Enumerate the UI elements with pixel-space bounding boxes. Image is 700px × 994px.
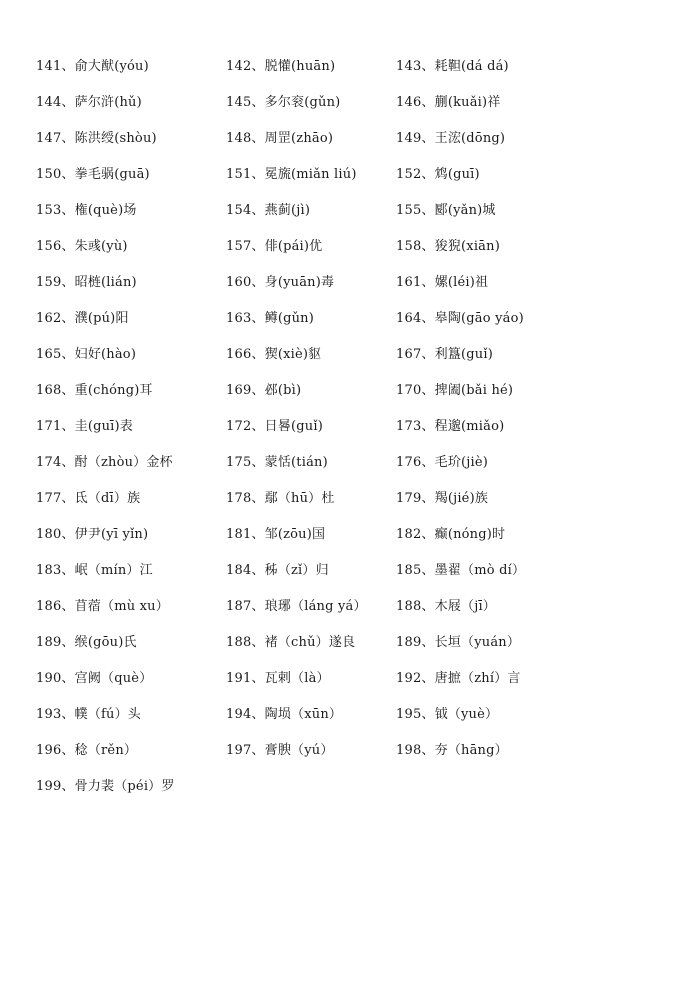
vocab-entry-194: 194、陶埙（xūn） [226,707,343,722]
list-row [36,742,676,778]
list-row [36,490,676,526]
vocab-entry-199: 199、骨力裴（péi）罗 [36,779,175,794]
vocab-entry-164: 164、皋陶(gāo yáo) [396,311,524,326]
vocab-entry-160: 160、身(yuān)毒 [226,275,335,290]
vocab-entry-142: 142、脱懽(huān) [226,59,336,74]
vocab-entry-141: 141、俞大猷(yóu) [36,59,149,74]
vocab-entry-185: 185、墨翟（mò dí） [396,563,526,578]
vocab-entry-153: 153、権(què)场 [36,203,137,218]
vocab-entry-161: 161、嫘(léi)祖 [396,275,489,290]
vocab-entry-152: 152、鸩(guī) [396,167,480,182]
vocab-entry-169: 169、邲(bì) [226,383,302,398]
vocab-entry-189b: 189、长垣（yuán） [396,635,521,650]
list-row [36,778,676,814]
list-row [36,310,676,346]
list-row [36,238,676,274]
vocab-entry-157: 157、俳(pái)优 [226,239,323,254]
vocab-entry-180: 180、伊尹(yī yǐn) [36,527,149,542]
vocabulary-list [36,58,676,814]
vocab-entry-163: 163、鳟(gǔn) [226,311,315,326]
list-row [36,634,676,670]
vocab-entry-155: 155、郾(yǎn)城 [396,203,496,218]
vocab-entry-191: 191、瓦剌（là） [226,671,330,686]
vocab-entry-168: 168、重(chóng)耳 [36,383,153,398]
vocab-entry-172: 172、日晷(guǐ) [226,419,324,434]
list-row [36,598,676,634]
vocab-entry-196: 196、稔（rěn） [36,743,138,758]
list-row [36,382,676,418]
vocab-entry-182: 182、癫(nóng)时 [396,527,506,542]
vocab-entry-171: 171、圭(guī)表 [36,419,134,434]
vocab-entry-149: 149、王浤(dōng) [396,131,506,146]
vocab-entry-147: 147、陈洪绶(shòu) [36,131,157,146]
list-row [36,418,676,454]
vocab-entry-143: 143、耗靼(dá dá) [396,59,509,74]
vocab-entry-197: 197、膏腴（yú） [226,743,334,758]
vocab-entry-179: 179、羯(jié)族 [396,491,489,506]
vocab-entry-156: 156、朱彧(yù) [36,239,128,254]
vocab-entry-190: 190、宫阙（què） [36,671,153,686]
vocab-entry-187: 187、琅琊（láng yá） [226,599,367,614]
list-row [36,706,676,742]
list-row [36,274,676,310]
list-row [36,130,676,166]
vocab-entry-183: 183、岷（mín）江 [36,563,153,578]
vocab-entry-189a: 189、缑(gōu)氏 [36,635,137,650]
list-row [36,526,676,562]
list-row [36,202,676,238]
vocab-entry-176: 176、毛玠(jiè) [396,455,489,470]
vocab-entry-188: 188、木屐（jī） [396,599,497,614]
vocab-entry-192: 192、唐摭（zhí）言 [396,671,521,686]
vocab-entry-170: 170、捭阖(bǎi hé) [396,383,514,398]
vocab-entry-173: 173、程邈(miǎo) [396,419,505,434]
vocab-entry-146: 146、蒯(kuǎi)祥 [396,95,501,110]
vocab-entry-145: 145、多尔衮(gǔn) [226,95,341,110]
vocab-entry-186: 186、苜蓿（mù xu） [36,599,169,614]
list-row [36,670,676,706]
vocab-entry-193: 193、幞（fú）头 [36,707,141,722]
vocab-entry-188b: 188、褚（chǔ）遂良 [226,635,356,650]
vocab-entry-148: 148、周罡(zhāo) [226,131,334,146]
list-row [36,346,676,382]
vocab-entry-174: 174、酎（zhòu）金杯 [36,455,173,470]
vocab-entry-144: 144、萨尔浒(hǔ) [36,95,142,110]
vocab-entry-184: 184、秭（zǐ）归 [226,563,329,578]
vocab-entry-178: 178、鄢（hū）杜 [226,491,335,506]
vocab-entry-158: 158、狻猊(xiān) [396,239,500,254]
vocab-entry-175: 175、蒙恬(tián) [226,455,328,470]
vocab-entry-150: 150、拳毛䯄(guā) [36,167,150,182]
vocab-entry-159: 159、昭梿(lián) [36,275,137,290]
vocab-entry-166: 166、猰(xiè)䝙 [226,347,322,362]
vocab-entry-162: 162、濮(pú)阳 [36,311,129,326]
vocab-entry-181: 181、邹(zōu)国 [226,527,326,542]
vocab-entry-198: 198、夯（hāng） [396,743,508,758]
list-row [36,58,676,94]
list-row [36,94,676,130]
vocab-entry-195: 195、钺（yuè） [396,707,499,722]
vocab-entry-151: 151、冕旒(miǎn liú) [226,167,357,182]
vocab-entry-167: 167、利簋(guǐ) [396,347,494,362]
vocab-entry-165: 165、妇好(hào) [36,347,137,362]
vocab-entry-154: 154、燕蓟(jì) [226,203,311,218]
list-row [36,562,676,598]
list-row [36,166,676,202]
list-row [36,454,676,490]
vocab-entry-177: 177、氐（dī）族 [36,491,141,506]
